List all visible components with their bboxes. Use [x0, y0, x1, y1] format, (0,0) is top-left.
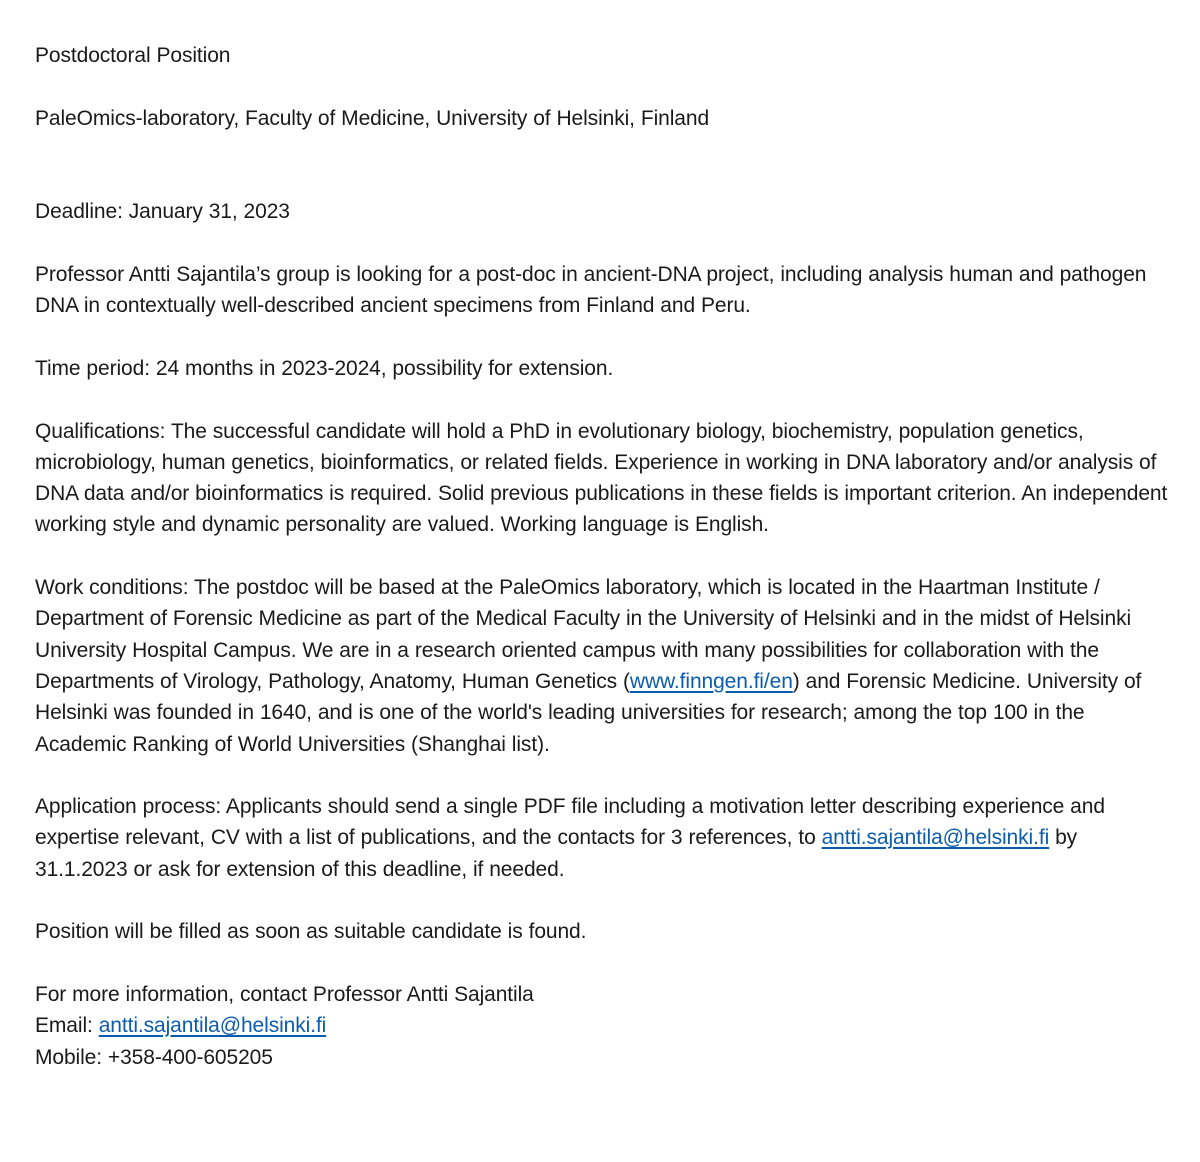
- application-text-end: by 31.1.2023 or ask for extension of this deadline, if needed.: [35, 826, 1078, 881]
- affiliation-line: PaleOmics-laboratory, Faculty of Medicine, University of Helsinki, Finland: [35, 106, 710, 130]
- application-text-start: Application process: Applicants should send a single PDF file including a motivation letter describing experience and expertise relevant, CV with a list of publications, and the contacts for 3 references, to: [35, 795, 1105, 850]
- document-title: Postdoctoral Position: [35, 44, 231, 67]
- email-label: Email:: [35, 1014, 99, 1038]
- contact-email-link[interactable]: antti.sajantila@helsinki.fi: [98, 1014, 327, 1038]
- contact-email-line: [35, 1010, 1175, 1041]
- qualifications-paragraph: Qualifications: The successful candidate will hold a PhD in evolutionary biology, biochemistry, population genetics, microbiology, human genetics, bioinformatics, or related fields. Experience in working in DNA laboratory and/or analysis of DNA data and/or bioinformatics is required. Solid previous publications in these fields is important criterion. An independent working style and dynamic personality are valued. Working language is English.: [35, 419, 1168, 537]
- finngen-link[interactable]: www.finngen.fi/en: [629, 669, 793, 693]
- contact-mobile-line: Mobile: +358-400-605205: [35, 1045, 273, 1069]
- intro-paragraph: Professor Antti Sajantila’s group is looking for a post-doc in ancient-DNA project, including analysis human and pathogen DNA in contextually well-described ancient specimens from Finland and Peru.: [35, 263, 1147, 318]
- contact-intro: For more information, contact Professor Antti Sajantila: [35, 982, 534, 1006]
- job-posting-document: [35, 40, 1175, 1073]
- deadline-line: Deadline: January 31, 2023: [35, 200, 290, 224]
- application-email-link[interactable]: antti.sajantila@helsinki.fi: [821, 826, 1050, 850]
- time-period-paragraph: Time period: 24 months in 2023-2024, possibility for extension.: [35, 356, 614, 380]
- work-conditions-text-start: Work conditions: The postdoc will be based at the PaleOmics laboratory, which is located in the Haartman Institute / Department of Forensic Medicine as part of the Medical Faculty in the University of Helsinki and in the midst of Helsinki University Hospital Campus. We are in a research oriented campus with many possibilities for collaboration with the Departments of Virology, Pathology, Anatomy, Human Genetics (: [35, 576, 1132, 693]
- contact-block: [35, 979, 1175, 1073]
- application-paragraph: [35, 791, 1175, 885]
- work-conditions-text-end: ) and Forensic Medicine. University of Helsinki was founded in 1640, and is one of the world's leading universities for research; among the top 100 in the Academic Ranking of World Universities (Shanghai list).: [35, 669, 1142, 756]
- filling-note: Position will be filled as soon as suitable candidate is found.: [35, 920, 587, 944]
- work-conditions-paragraph: [35, 572, 1175, 760]
